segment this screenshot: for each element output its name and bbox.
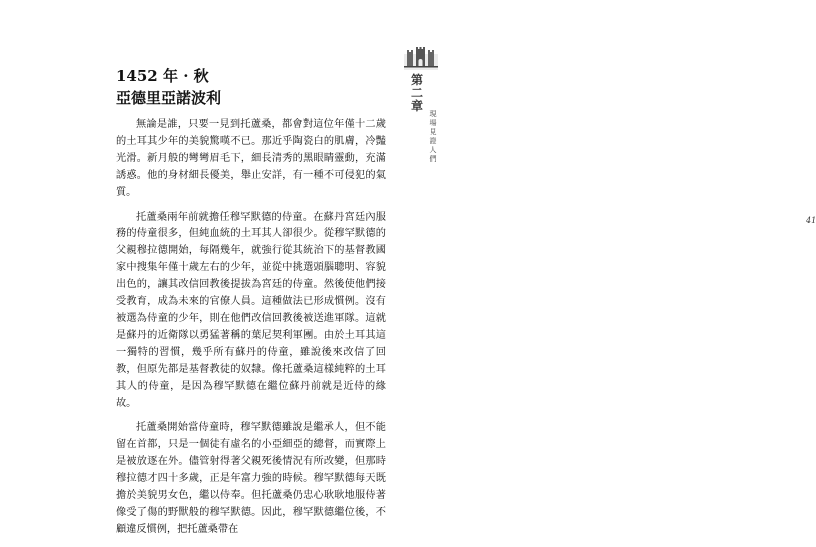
chapter-place: 亞德里亞諾波利 [116, 89, 222, 107]
paragraph-1: 無論是誰，只要一見到托蘆桑，都會對這位年僅十二歲的土耳其少年的美貌驚嘆不已。那近乎陶瓷白的肌膚，冷豔光滑。新月般的彎彎眉毛下，細長清秀的黑眼睛靈動，充滿誘惑。他的身材細長優美，舉止安詳，有一種不可侵犯的氣質。 [116, 119, 386, 198]
chapter-heading [116, 66, 416, 108]
side-chapter-subtitle: 現場見證人們 [429, 110, 437, 163]
paragraph-3: 托蘆桑開始當侍童時，穆罕默德雖說是繼承人，但不能留在首都，只是一個徒有虛名的小亞細亞的總督，而實際上是被放逐在外。儘管射得著父親死後情況有所改變，但那時穆拉德才四十多歲，正是年富力強的時候。穆罕默德每天既擔於美貌男女色，繼以侍奉。但托蘆桑仍忠心耿耿地服侍著像受了傷的野獸般的穆罕默德。因此，穆罕默德繼位後，不顧違反慣例，把托蘆桑帶在 [116, 422, 386, 535]
side-chapter-label: 第二章 [410, 73, 423, 113]
castle-emblem-icon [404, 44, 438, 70]
paragraph-2: 托蘆桑兩年前就擔任穆罕默德的侍童。在蘇丹宮廷內服務的侍童很多，但純血統的土耳其人卻很少。從穆罕默德的父親穆拉德開始，每隔幾年，就強行從其統治下的基督教國家中搜集年僅十歲左右的少年，並從中挑選頭腦聰明、容貌出色的，讓其改信回教後提拔為宮廷的侍童。然後使他們接受教育，成為未來的官僚人員。這種做法已形成慣例。沒有被選為侍童的少年，則在他們改信回教後被送進軍隊。這就是蘇丹的近衛隊以勇猛著稱的葉尼契利軍團。由於土耳其這一獨特的習慣，幾乎所有蘇丹的侍童，雖說後來改信了回教，但原先都是基督教徒的奴隸。像托蘆桑這樣純粹的土耳其人的侍童，是因為穆罕默德在繼位蘇丹前就是近侍的緣故。 [116, 211, 386, 409]
chapter-side-tab [400, 44, 816, 225]
chapter-date: 1452 年 · 秋 [116, 67, 209, 85]
page-number: 41 [806, 216, 816, 225]
body-text [116, 117, 386, 547]
